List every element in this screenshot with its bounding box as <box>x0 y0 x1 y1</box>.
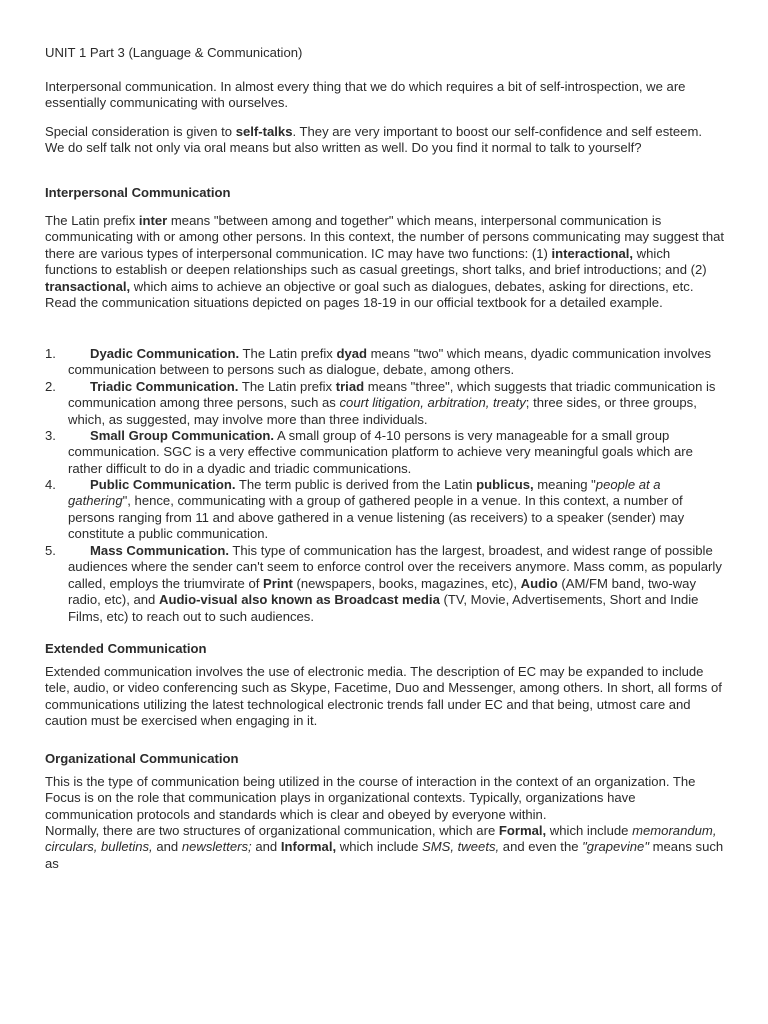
bold-term-transactional: transactional, <box>45 278 131 294</box>
text-run: Special consideration is given to <box>45 124 236 139</box>
document-title: UNIT 1 Part 3 (Language & Communication) <box>45 45 303 60</box>
italic-term: "grapevine" <box>582 839 649 855</box>
bold-term-interactional: interactional, <box>551 245 634 261</box>
text-run: (TV, Movie, Advertisements, Short and Indie Films, etc) to reach out to such audiences. <box>68 592 699 624</box>
list-number: 4. <box>45 477 56 492</box>
list-number: 5. <box>45 543 56 558</box>
extended-heading: Extended Communication <box>45 641 207 656</box>
interpersonal-paragraph <box>45 213 725 311</box>
bold-term: dyad <box>336 346 368 361</box>
bold-term: Audio <box>520 575 558 591</box>
organizational-heading: Organizational Communication <box>45 751 239 766</box>
list-item-title: Triadic Communication. <box>90 379 239 394</box>
bold-term: Audio-visual also known as Broadcast media <box>158 592 440 608</box>
bold-term-formal: Formal, <box>498 823 547 838</box>
italic-term: newsletters; <box>181 839 252 855</box>
list-item-title: Dyadic Communication. <box>90 346 240 361</box>
text-run: which aims to achieve an objective or goal such as dialogues, debates, asking for directions, etc. Read the communication situations depicted on pages 18-19 in our official textbook for a detailed example. <box>45 278 694 311</box>
italic-term: people at a gathering <box>68 477 661 509</box>
organizational-paragraph: This is the type of communication being utilized in the course of interaction in the context of an organization. The Focus is on the role that communication plays in organizational contexts. Typically, organizations have communication protocols and standards which is clear and obeyed by everyone within. <box>45 774 696 822</box>
bold-term-inter: inter <box>138 213 168 228</box>
text-run: means "two" which means, dyadic communication involves communication between to persons such as dialogue, debate, among others. <box>68 346 712 378</box>
bold-term-informal: Informal, <box>280 839 337 855</box>
italic-term: memorandum, circulars, bulletins, <box>45 823 717 855</box>
text-run: A small group of 4-10 persons is very manageable for a small group communication. SGC is a very effective communication platform to achieve very meaningful goals which are rather difficult to do in a dyadic and triadic communications. <box>68 428 693 476</box>
text-run: ", hence, communicating with a group of gathered people in a venue. In this context, a number of persons ranging from 11 and above gathered in a venue listening (as receivers) to a speaker (sender) may constitute a public communication. <box>68 493 685 542</box>
text-run: which include <box>546 823 633 838</box>
list-number: 2. <box>45 379 56 394</box>
organizational-structures-paragraph <box>45 823 725 872</box>
extended-paragraph: Extended communication involves the use of electronic media. The description of EC may be expanded to include tele, audio, or video conferencing such as Skype, Facetime, Duo and Messenger, among others. In short, all forms of communications utilizing the latest technological electronic trends fall under EC and that being, utmost care and caution must be exercised when engaging in it. <box>45 664 722 729</box>
text-run: Normally, there are two structures of organizational communication, which are <box>45 823 499 838</box>
text-run: and <box>152 839 182 855</box>
intro-paragraph: Interpersonal communication. In almost every thing that we do which requires a bit of self-introspection, we are essentially communicating with ourselves. <box>45 79 686 111</box>
text-run: means such as <box>45 839 724 871</box>
bold-term-self-talks: self-talks <box>235 124 293 139</box>
text-run: The Latin prefix <box>238 379 336 394</box>
list-item <box>45 428 725 477</box>
list-text <box>68 346 725 379</box>
list-item <box>45 379 725 428</box>
list-text <box>68 543 725 625</box>
bold-term: publicus, <box>476 477 534 492</box>
list-number: 1. <box>45 346 56 361</box>
text-run: (AM/FM band, two-way radio, etc), and <box>68 575 697 608</box>
text-run: . They are very important to boost our self-confidence and self esteem. We do self talk not only via oral means but also written as well. Do you find it normal to talk to yourself? <box>45 124 702 156</box>
text-run: and even the <box>499 839 583 855</box>
self-talk-paragraph <box>45 124 725 157</box>
bold-term: triad <box>335 379 365 394</box>
list-item-title: Small Group Communication. <box>90 428 275 443</box>
text-run: ; three sides, or three groups, which, as suggested, may involve more than three individuals. <box>68 395 697 427</box>
list-text <box>68 428 725 477</box>
list-item-title: Mass Communication. <box>90 543 229 558</box>
text-run: means "three", which suggests that triadic communication is communication among three persons, such as <box>68 379 716 411</box>
bold-term: Print <box>263 575 293 591</box>
text-run: The Latin prefix <box>239 346 337 361</box>
list-item <box>45 477 725 543</box>
text-run: and <box>251 839 281 855</box>
list-item <box>45 543 725 625</box>
text-run: meaning " <box>533 477 596 492</box>
list-item-title: Public Communication. <box>90 477 236 492</box>
list-text <box>68 379 725 428</box>
list-number: 3. <box>45 428 56 443</box>
text-run: The Latin prefix <box>45 213 139 228</box>
text-run: (newspapers, books, magazines, etc), <box>292 575 521 591</box>
list-text <box>68 477 725 543</box>
list-item <box>45 346 725 379</box>
text-run: which functions to establish or deepen relationships such as casual greetings, short talks, and brief introductions; and (2) <box>45 245 707 278</box>
interpersonal-heading: Interpersonal Communication <box>45 185 231 200</box>
text-run: The term public is derived from the Latin <box>235 477 477 492</box>
text-run: which include <box>336 839 423 855</box>
text-run: means "between among and together" which means, interpersonal communication is communicating with or among other persons. In this context, the number of persons communicating may suggest that there are various types of interpersonal communication. IC may have two functions: (1) <box>45 213 725 261</box>
text-run: This type of communication has the largest, broadest, and widest range of possible audiences where the sender can't seem to enforce control over the receivers anymore. Mass comm, as popularly called, employs the triumvirate of <box>68 543 722 591</box>
italic-term: court litigation, arbitration, treaty <box>339 395 526 411</box>
italic-term: SMS, tweets, <box>422 839 500 855</box>
